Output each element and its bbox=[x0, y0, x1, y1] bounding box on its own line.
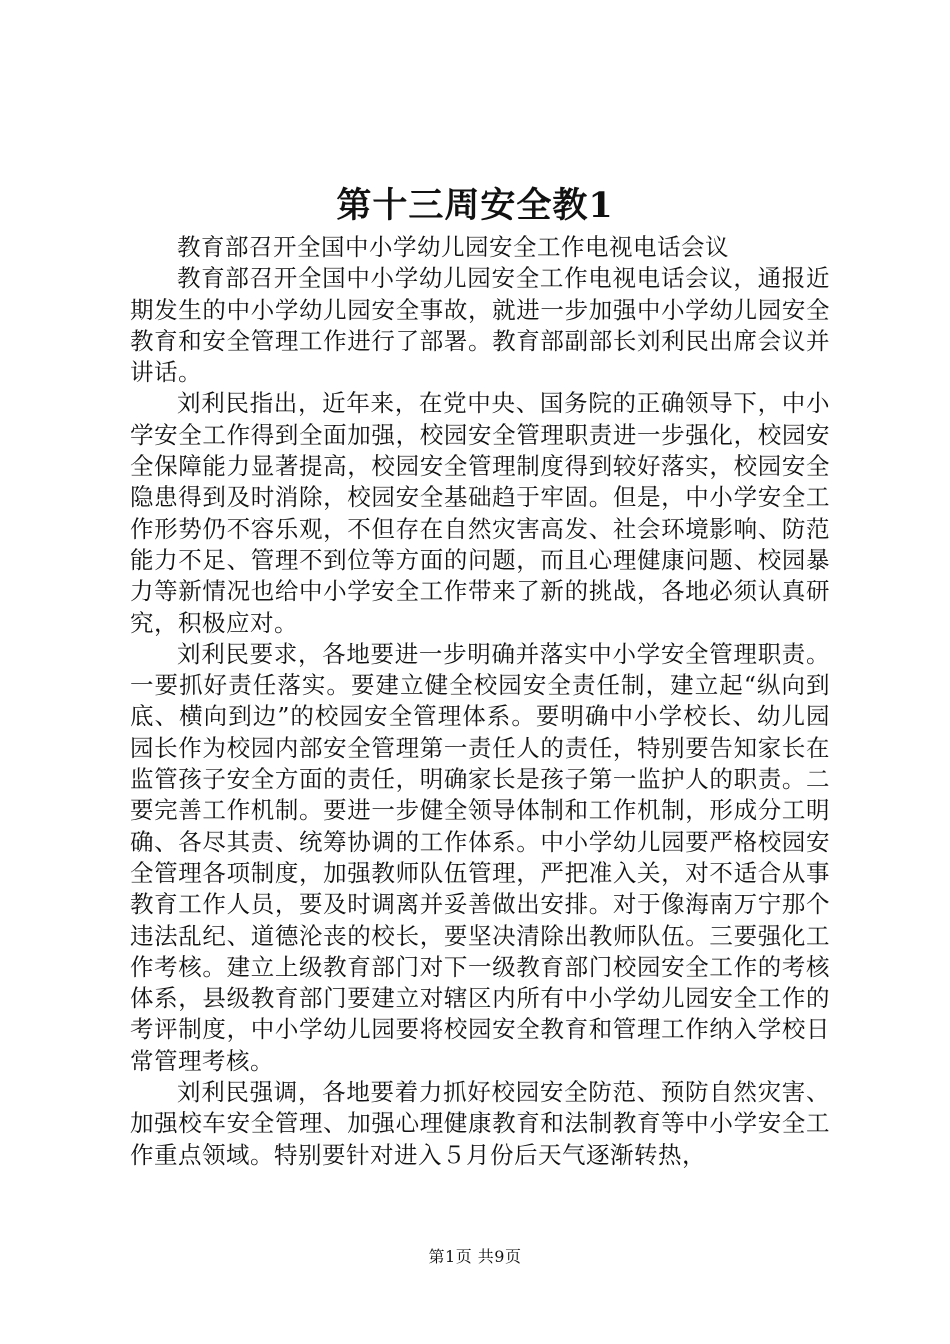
paragraph: 教育部召开全国中小学幼儿园安全工作电视电话会议，通报近期发生的中小学幼儿园安全事故，就进一步加强中小学幼儿园安全教育和安全管理工作进行了部署。教育部副部长刘利民出席会议并讲话。 bbox=[130, 264, 830, 387]
document-body bbox=[130, 232, 830, 1171]
paragraph-heading: 教育部召开全国中小学幼儿园安全工作电视电话会议 bbox=[177, 233, 729, 261]
page-footer: 第1页 共9页 bbox=[428, 1247, 522, 1266]
paragraph: 刘利民强调，各地要着力抓好校园安全防范、预防自然灾害、加强校车安全管理、加强心理健康教育和法制教育等中小学安全工作重点领域。特别要针对进入５月份后天气逐渐转热， bbox=[130, 1078, 830, 1169]
paragraph: 刘利民指出，近年来，在党中央、国务院的正确领导下，中小学安全工作得到全面加强，校园安全管理职责进一步强化，校园安全保障能力显著提高，校园安全管理制度得到较好落实，校园安全隐患得到及时消除，校园安全基础趋于牢固。但是，中小学安全工作形势仍不容乐观，不但存在自然灾害高发、社会环境影响、防范能力不足、管理不到位等方面的问题，而且心理健康问题、校园暴力等新情况也给中小学安全工作带来了新的挑战，各地必须认真研究，积极应对。 bbox=[130, 389, 830, 637]
paragraph: 刘利民要求，各地要进一步明确并落实中小学安全管理职责。一要抓好责任落实。要建立健全校园安全责任制，建立起“纵向到底、横向到边”的校园安全管理体系。要明确中小学校长、幼儿园园长作为校园内部安全管理第一责任人的责任，特别要告知家长在监管孩子安全方面的责任，明确家长是孩子第一监护人的职责。二要完善工作机制。要进一步健全领导体制和工作机制，形成分工明确、各尽其责、统筹协调的工作体系。中小学幼儿园要严格校园安全管理各项制度，加强教师队伍管理，严把准入关，对不适合从事教育工作人员，要及时调离并妥善做出安排。对于像海南万宁那个违法乱纪、道德沦丧的校长，要坚决清除出教师队伍。三要强化工作考核。建立上级教育部门对下一级教育部门校园安全工作的考核体系，县级教育部门要建立对辖区内所有中小学幼儿园安全工作的考评制度，中小学幼儿园要将校园安全教育和管理工作纳入学校日常管理考核。 bbox=[130, 639, 830, 1075]
document-title: 第十三周安全教1 bbox=[336, 185, 614, 226]
